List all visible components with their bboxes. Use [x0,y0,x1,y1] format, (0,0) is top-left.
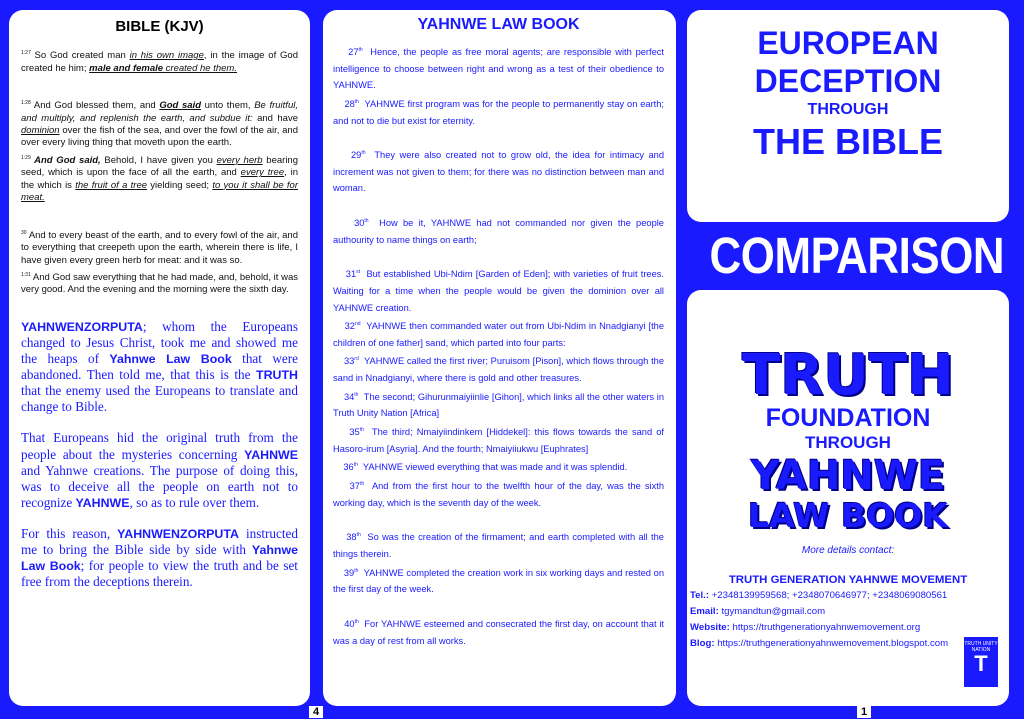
verse-28: $^{1:28}$ And God blessed them, and God said unto them, Be fruitful, and multiply, and replenish the earth, and subdue it: and have dominion over the fish of the sea, and over the fowl of the air, and over every living thing that moveth upon the earth. [21,99,298,149]
law-verse: 32nd YAHNWE then commanded water out from Ubi-Ndim in Nnadgianyi [the children of one father] sand, which parted into four parts: [333,321,664,348]
commentary [21,319,298,590]
truth-block [687,290,1009,706]
title-foundation: FOUNDATION [765,404,931,432]
law-verse: 36th YAHNWE viewed everything that was made and it was splendid. [343,462,628,473]
emblem-t-icon: T [974,651,988,676]
title-block [687,10,1009,222]
commentary-paragraph-1: YAHNWENZORPUTA; whom the Europeans changed to Jesus Christ, took me and showed me the heaps of Yahnwe Law Book that were abandoned. Then told me, that this is the TRUTH that the enemy used the Europeans to translate and change to Bible. [21,318,298,415]
commentary-paragraph-3: For this reason, YAHNWENZORPUTA instructed me to bring the Bible side by side with Yahnwe Law Book; for people to view the truth and be set free from the deceptions therein. [21,525,298,590]
org-name: TRUTH GENERATION YAHNWE MOVEMENT [728,574,968,586]
title-through-2: THROUGH [805,433,891,452]
verse-27: $^{1:27}$ So God created man in his own image, in the image of God created he him; male and female created he them. [21,50,298,74]
title-european: EUROPEAN [757,25,939,61]
law-verse: 35th The third; Nmaiyiindinkem [Hiddekel]: this flows towards the sand of Hasoro-irum [Asyria]. And the fourth; Nmaiyiiukwu [Euphrates] [333,427,664,454]
title-through: THROUGH [807,101,889,118]
law-verse: 29th They were also created not to grow old, the idea for intimacy and increment was not given to them; for there was no distinction between man and woman. [333,150,665,194]
bible-panel-title: BIBLE (KJV) [115,18,204,35]
bible-verses [21,47,298,297]
verse-31: $^{1:31}$ And God saw everything that he had made, and, behold, it was very good. And the evening and the morning were the sixth day. [21,271,298,296]
contact-tel: Tel.: +2348139959568; +2348070646977; +2348069080561 [690,590,948,601]
title-deception: DECEPTION [754,63,942,99]
law-book-panel [323,10,676,706]
law-verse: 30th How be it, YAHNWE had not commanded nor given the people authourity to name things on earth; [333,218,664,245]
law-verse: 33rd YAHNWE called the first river; Puruisom [Pison], which flows through the sand in Nnadgianyi, where there is gold and other treasures. [333,356,664,384]
law-verse: 38th So was the creation of the firmament; and earth completed with all the things therein. [333,532,664,559]
title-yahnwe: YAHNWE [750,453,946,499]
page-number-left: 4 [309,706,323,718]
title-the-bible: THE BIBLE [752,121,943,162]
commentary-paragraph-2: That Europeans hid the original truth from the people about the mysteries concerning YAHNWE and Yahnwe creations. The purpose of doing this, was to deceive all the people on earth not to recognize YAHNWE, so as to rule over them. [21,430,298,510]
contact-blog: Blog: https://truthgenerationyahnwemovement.blogspot.com [690,638,949,649]
verse-29: $^{1:29}$ And God said, Behold, I have given you every herb bearing seed, which is upon the face of all the earth, and every tree, in the which is the fruit of a tree yielding seed; to you it shall be for meat. [21,154,299,204]
law-verse: 40th For YAHNWE esteemed and consecrated the first day, on account that it was a day of rest from all works. [333,618,664,646]
contact-block [687,588,1009,652]
page-number-right: 1 [857,706,871,718]
contact-email: Email: tgymandtun@gmail.com [690,606,826,617]
law-verse: 34th The second; Gihurunmaiyiinlie [Gihon], which links all the other waters in Truth Unity Nation [Africa] [333,391,664,419]
law-verse: 27th Hence, the people as free moral agents; are responsible with perfect intelligence to choose between right and wrong as a test of their obedience to YAHNWE. [333,47,665,91]
comparison-banner: COMPARISON [709,227,1005,284]
title-law-book: LAW BOOK [748,496,948,535]
more-details: More details contact: [801,545,895,556]
law-verse: 28th YAHNWE first program was for the people to permanently stay on earth; and not to die but exist for eternity. [333,98,664,126]
verse-30: $^{30}$ And to every beast of the earth, and to every fowl of the air, and to everything that creepeth upon the earth, wherein there is life, I have given every green herb for meat: and it was so. [21,229,298,266]
bible-panel [9,10,310,706]
emblem-logo [963,636,999,688]
law-verse: 39th YAHNWE completed the creation work in six working days and rested on the first day of the week. [333,567,664,595]
law-book-verses [333,42,664,649]
law-verse: 37th And from the first hour to the twelfth hour of the day, was the sixth working day, which is the seventh day of the week. [333,481,665,508]
title-truth: TRUTH [742,343,954,408]
contact-website: Website: https://truthgenerationyahnwemovement.org [690,622,921,633]
law-book-title: YAHNWE LAW BOOK [417,16,580,33]
law-verse: 31st But established Ubi-Ndim [Garden of Eden]; with varieties of fruit trees. Waiting for a time when the people would be given the dominion over all YAHNWE creation. [333,269,665,313]
emblem-logo-text: TRUTH UNITY NATION [964,641,998,653]
